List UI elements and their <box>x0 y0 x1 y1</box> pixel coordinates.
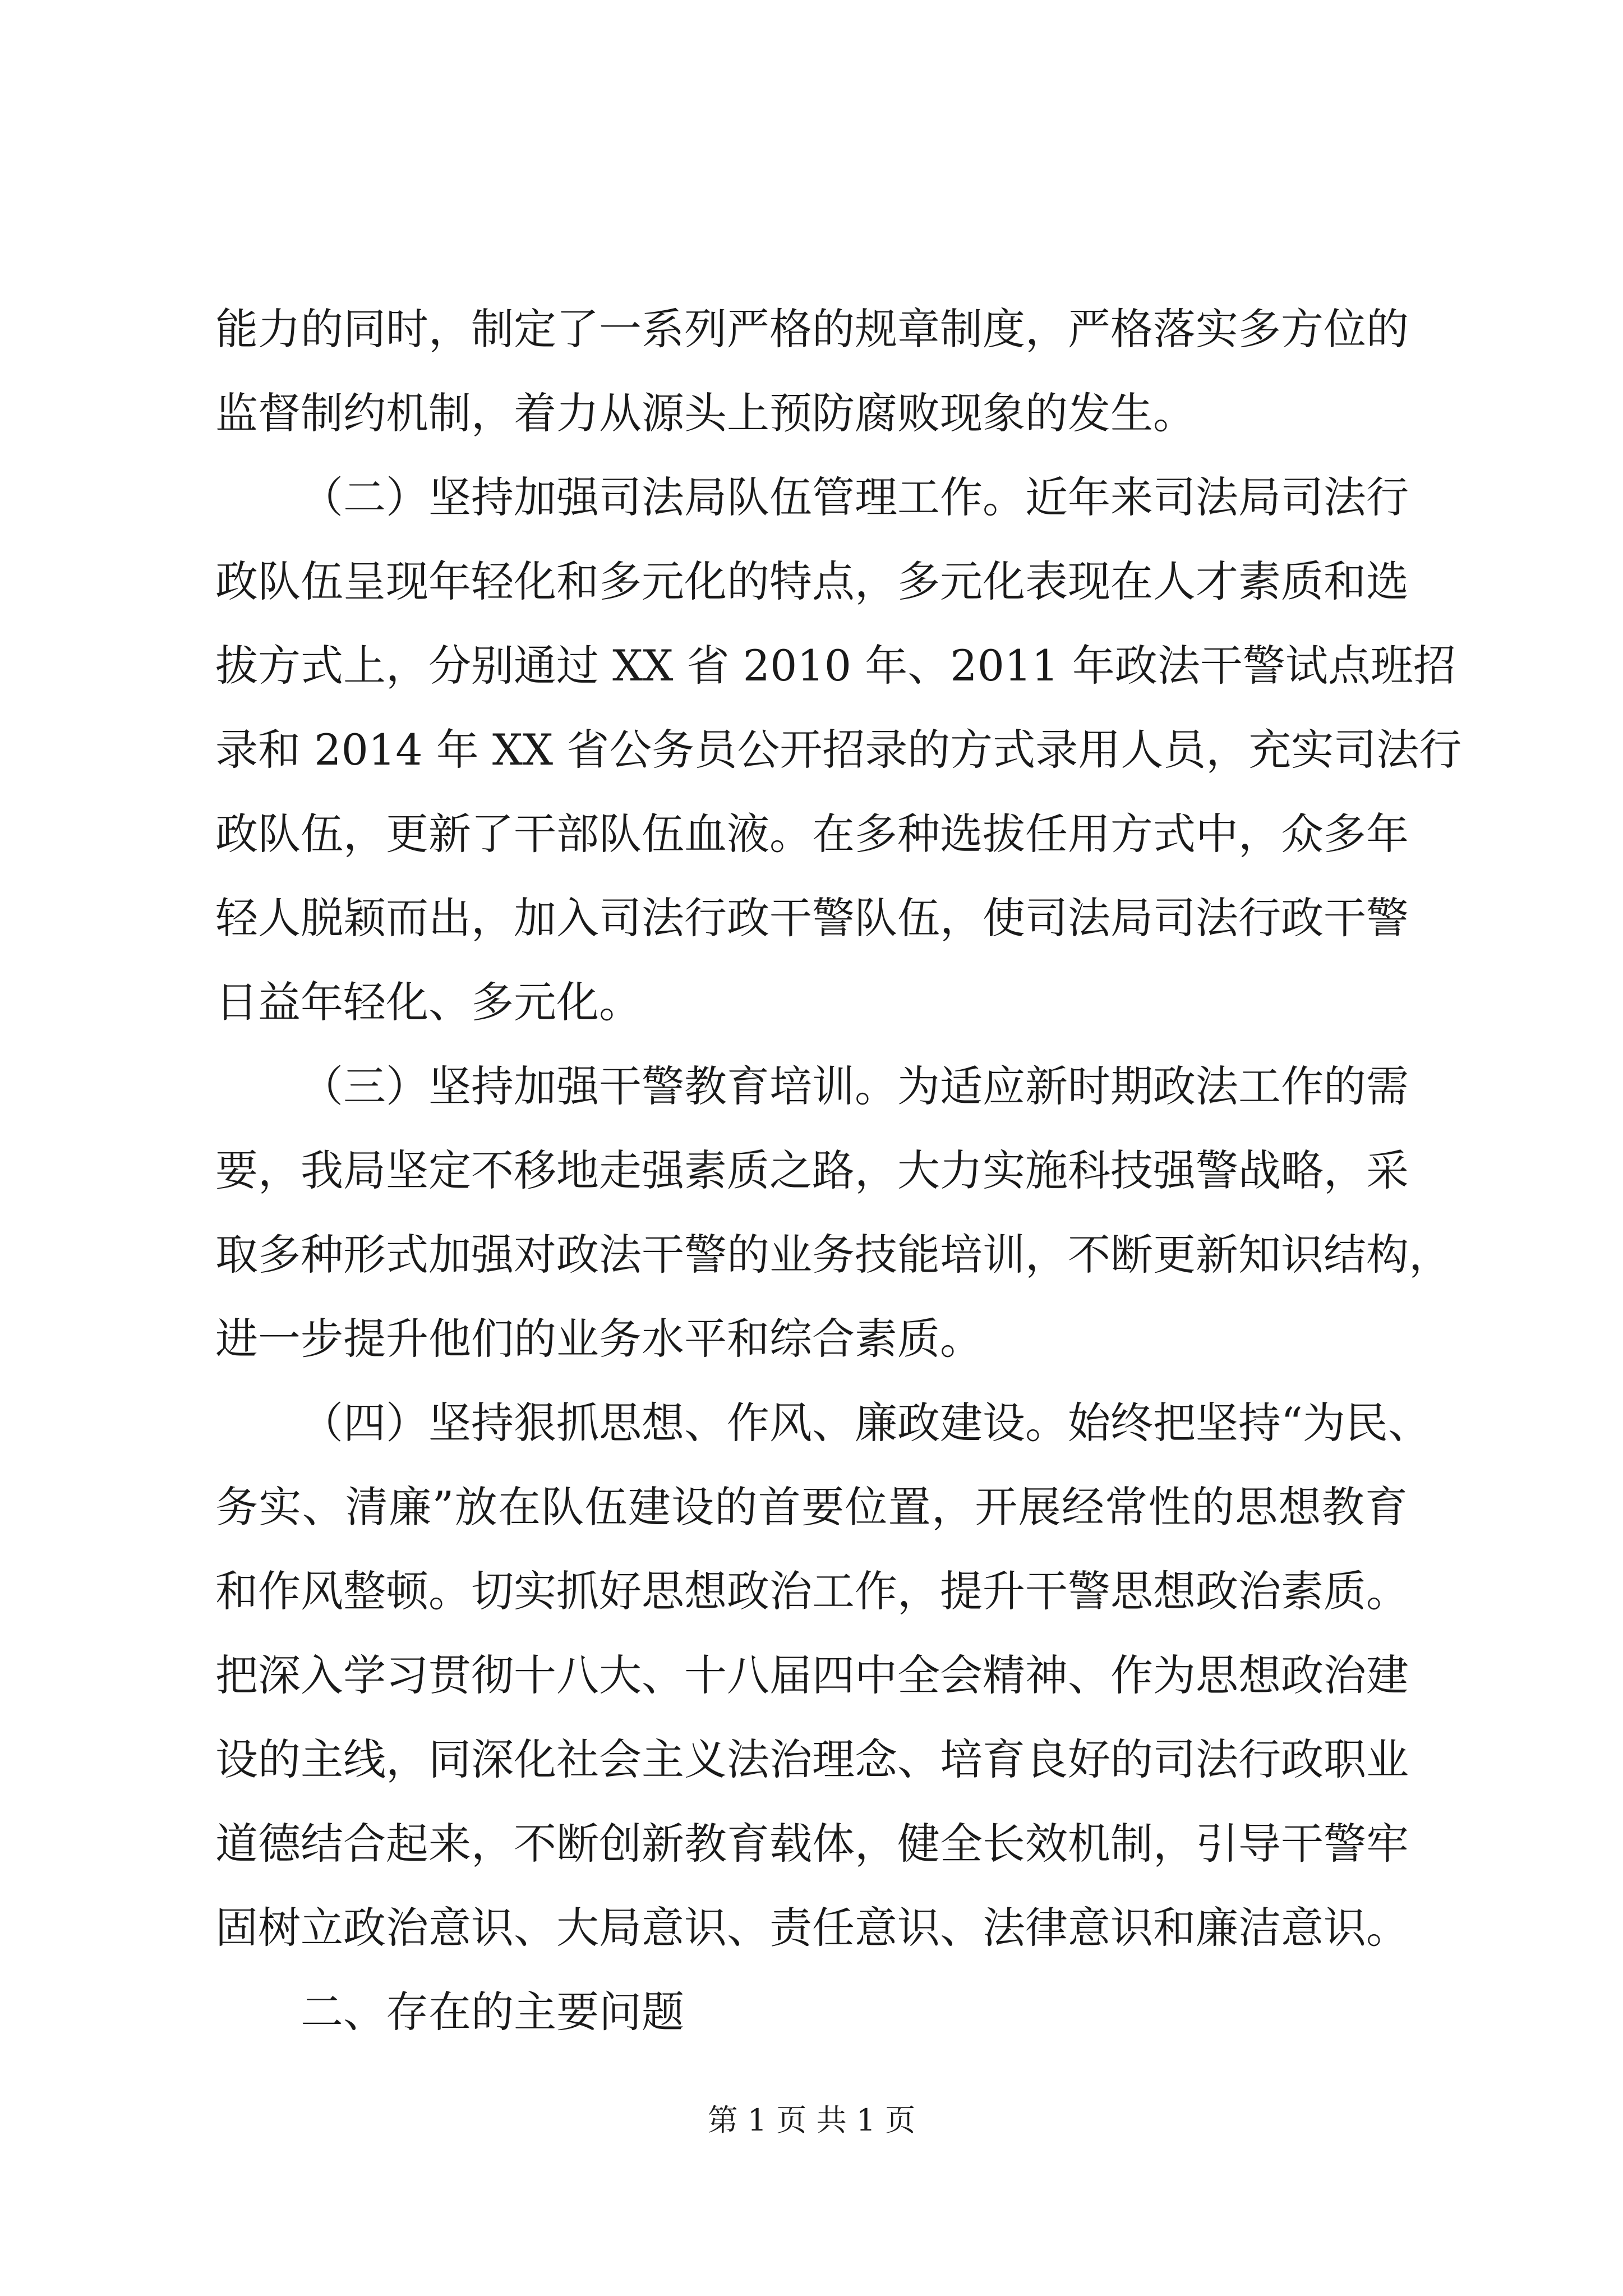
paragraph-heading-line: （三）坚持加强干警教育培训。为适应新时期政法工作的需 <box>301 1061 1409 1111</box>
text-line: 和作风整顿。切实抓好思想政治工作，提升干警思想政治素质。 <box>215 1566 1409 1616</box>
section-heading: 二、存在的主要问题 <box>301 1987 684 2037</box>
text-line: 把深入学习贯彻十八大、十八届四中全会精神、作为思想政治建 <box>215 1650 1409 1700</box>
text-line: 务实、清廉”放在队伍建设的首要位置，开展经常性的思想教育 <box>215 1482 1408 1532</box>
text-line: 设的主线，同深化社会主义法治理念、培育良好的司法行政职业 <box>215 1734 1409 1784</box>
text-line: 取多种形式加强对政法干警的业务技能培训，不断更新知识结构， <box>215 1230 1451 1280</box>
paragraph-heading-line: （二）坚持加强司法局队伍管理工作。近年来司法局司法行 <box>301 472 1409 522</box>
text-line: 日益年轻化、多元化。 <box>215 977 642 1027</box>
text-line: 固树立政治意识、大局意识、责任意识、法律意识和廉洁意识。 <box>215 1903 1409 1953</box>
text-line: 政队伍呈现年轻化和多元化的特点，多元化表现在人才素质和选 <box>215 556 1409 606</box>
text-line: 录和 2014 年 XX 省公务员公开招录的方式录用人员，充实司法行 <box>215 725 1462 775</box>
text-line: 拔方式上，分别通过 XX 省 2010 年、2011 年政法干警试点班招 <box>215 641 1456 691</box>
document-body <box>215 287 1462 2054</box>
text-line: 轻人脱颖而出，加入司法行政干警队伍，使司法局司法行政干警 <box>215 893 1409 943</box>
text-line: 能力的同时，制定了一系列严格的规章制度，严格落实多方位的 <box>215 304 1409 354</box>
paragraph-heading-line: （四）坚持狠抓思想、作风、廉政建设。始终把坚持“为民、 <box>301 1398 1431 1448</box>
text-line: 道德结合起来，不断创新教育载体，健全长效机制，引导干警牢 <box>215 1819 1409 1869</box>
text-line: 监督制约机制，着力从源头上预防腐败现象的发生。 <box>215 388 1196 438</box>
text-line: 政队伍，更新了干部队伍血液。在多种选拔任用方式中，众多年 <box>215 809 1409 859</box>
text-line: 进一步提升他们的业务水平和综合素质。 <box>215 1314 983 1364</box>
page-number-footer: 第 1 页 共 1 页 <box>707 2102 916 2138</box>
text-line: 要，我局坚定不移地走强素质之路，大力实施科技强警战略，采 <box>215 1145 1409 1195</box>
